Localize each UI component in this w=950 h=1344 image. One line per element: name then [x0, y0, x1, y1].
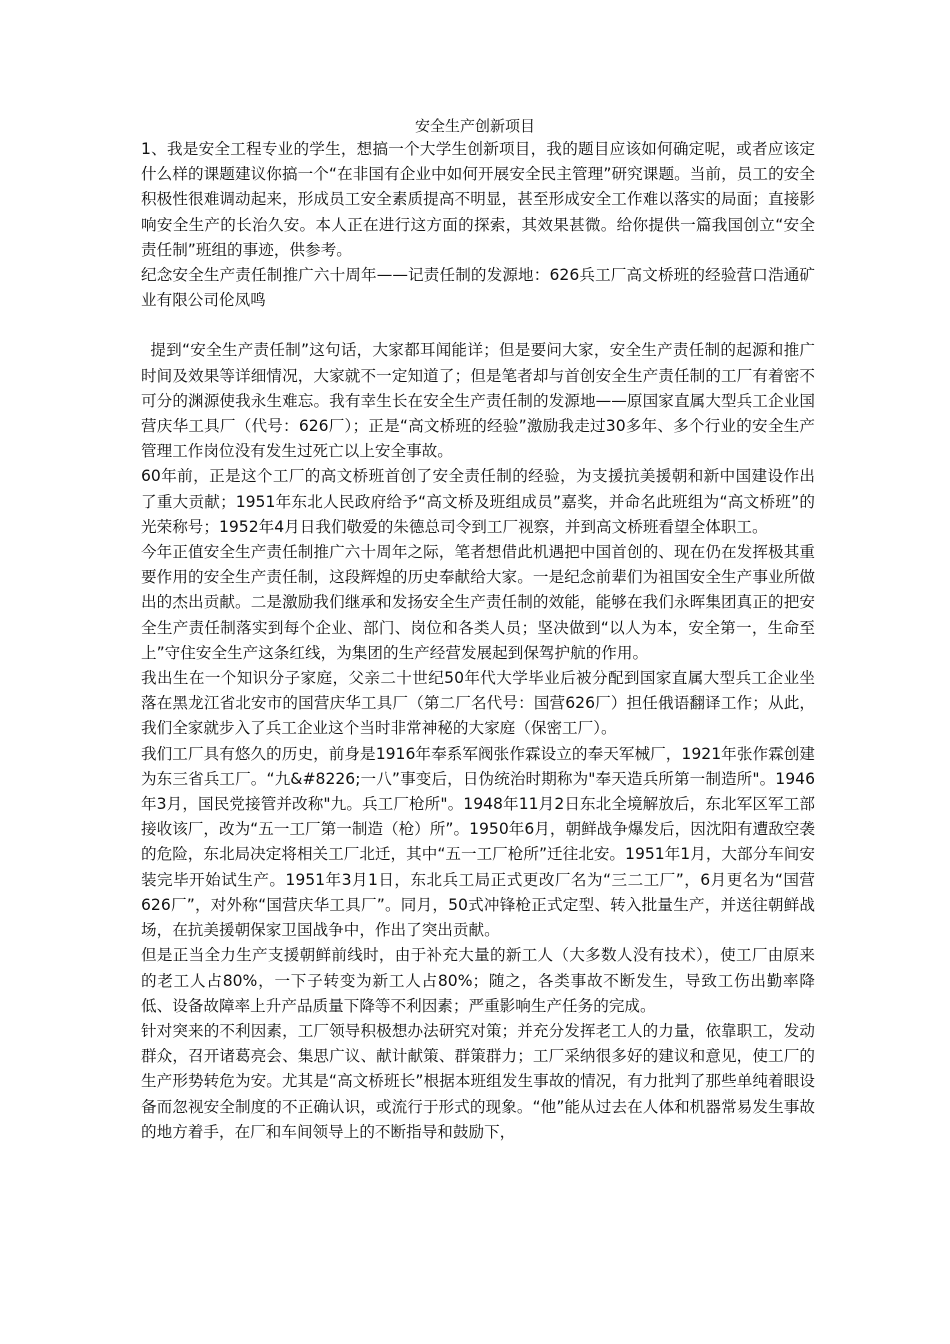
paragraph: 我们工厂具有悠久的历史，前身是1916年奉系军阀张作霖设立的奉天军械厂，1921年张作霖创建为东三省兵工厂。“九&#8226;一八”事变后，日伪统治时期称为"奉天造兵所第一制造所"。1946年3月，国民党接管并改称"九。兵工厂枪所"。1948年11月2日东北全境解放后，东北军区军工部接收该厂，改为“五一工厂第一制造（枪）所”。1950年6月，朝鲜战争爆发后，因沈阳有遭敌空袭的危险，东北局决定将相关工厂北迁，其中“五一工厂枪所”迁往北安。1951年1月，大部分车间安装完毕开始试生产。1951年3月1日，东北兵工局正式更改厂名为“三二工厂”，6月更名为“国营626厂”，对外称“国营庆华工具厂”。同月，50式冲锋枪正式定型、转入批量生产，并送往朝鲜战场，在抗美援朝保家卫国战争中，作出了突出贡献。: [141, 744, 815, 940]
blank-line: [141, 313, 815, 338]
paragraph: 纪念安全生产责任制推广六十周年——记责任制的发源地：626兵工厂高文桥班的经验营口浩通矿业有限公司伦凤鸣: [141, 266, 815, 310]
paragraph: 60年前，正是这个工厂的高文桥班首创了安全责任制的经验，为支援抗美援朝和新中国建设作出了重大贡献；1951年东北人民政府给予“高文桥及班组成员”嘉奖，并命名此班组为“高文桥班”的光荣称号；1952年4月日我们敬爱的朱德总司令到工厂视察，并到高文桥班看望全体职工。: [141, 467, 815, 536]
document-title: 安全生产创新项目: [414, 117, 535, 135]
document-body: [141, 137, 815, 1145]
paragraph: 我出生在一个知识分子家庭，父亲二十世纪50年代大学毕业后被分配到国家直属大型兵工企业坐落在黑龙江省北安市的国营庆华工具厂（第二厂名代号：国营626厂）担任俄语翻译工作；从此，我们全家就步入了兵工企业这个当时非常神秘的大家庭（保密工厂）。: [141, 669, 815, 738]
paragraph: 但是正当全力生产支援朝鲜前线时，由于补充大量的新工人（大多数人没有技术），使工厂由原来的老工人占80%，一下子转变为新工人占80%；随之，各类事故不断发生，导致工伤出勤率降低、设备故障率上升产品质量下降等不利因素；严重影响生产任务的完成。: [141, 946, 815, 1015]
paragraph: 1、我是安全工程专业的学生，想搞一个大学生创新项目，我的题目应该如何确定呢，或者应该定什么样的课题建议你搞一个“在非国有企业中如何开展安全民主管理”研究课题。当前，员工的安全积极性很难调动起来，形成员工安全素质提高不明显，甚至形成安全工作难以落实的局面；直接影响安全生产的长治久安。本人正在进行这方面的探索，其效果甚微。给你提供一篇我国创立“安全责任制”班组的事迹，供参考。: [141, 140, 815, 259]
paragraph: 今年正值安全生产责任制推广六十周年之际，笔者想借此机遇把中国首创的、现在仍在发挥极其重要作用的安全生产责任制，这段辉煌的历史奉献给大家。一是纪念前辈们为祖国安全生产事业所做出的杰出贡献。二是激励我们继承和发扬安全生产责任制的效能，能够在我们永晖集团真正的把安全生产责任制落实到每个企业、部门、岗位和各类人员；坚决做到“以人为本，安全第一，生命至上”守住安全生产这条红线，为集团的生产经营发展起到保驾护航的作用。: [141, 543, 815, 662]
paragraph: 提到“安全生产责任制”这句话，大家都耳闻能详；但是要问大家，安全生产责任制的起源和推广时间及效果等详细情况，大家就不一定知道了；但是笔者却与首创安全生产责任制的工厂有着密不可分的渊源使我永生难忘。我有幸生长在安全生产责任制的发源地——原国家直属大型兵工企业国营庆华工具厂（代号：626厂）；正是“高文桥班的经验”激励我走过30多年、多个行业的安全生产管理工作岗位没有发生过死亡以上安全事故。: [141, 341, 815, 461]
paragraph: 针对突来的不利因素，工厂领导积极想办法研究对策；并充分发挥老工人的力量，依靠职工，发动群众，召开诸葛亮会、集思广议、献计献策、群策群力；工厂采纳很多好的建议和意见，使工厂的生产形势转危为安。尤其是“高文桥班长”根据本班组发生事故的情况，有力批判了那些单纯着眼设备而忽视安全制度的不正确认识，或流行于形式的现象。“他”能从过去在人体和机器常易发生事故的地方着手，在厂和车间领导上的不断指导和鼓励下，: [141, 1021, 815, 1141]
